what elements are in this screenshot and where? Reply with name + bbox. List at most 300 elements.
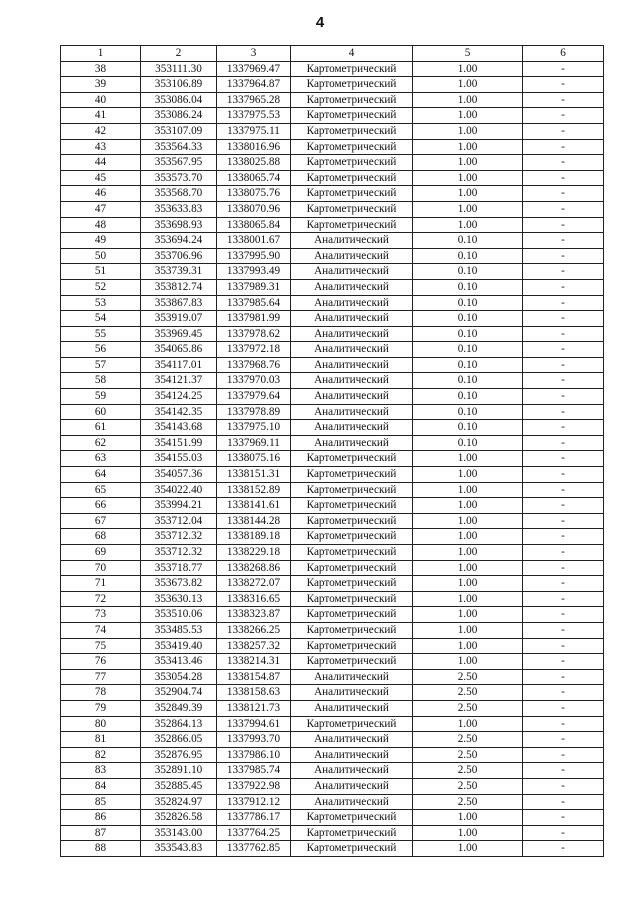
cell-x: 352864.13 xyxy=(141,716,217,732)
cell-point-number: 65 xyxy=(61,482,141,498)
cell-x: 353111.30 xyxy=(141,61,217,77)
cell-point-number: 44 xyxy=(61,155,141,171)
cell-method: Картометрический xyxy=(291,108,413,124)
cell-accuracy: 1.00 xyxy=(413,217,523,233)
cell-x: 353712.04 xyxy=(141,513,217,529)
cell-y: 1338152.89 xyxy=(217,482,291,498)
cell-accuracy: 1.00 xyxy=(413,716,523,732)
cell-point-number: 68 xyxy=(61,529,141,545)
cell-method: Аналитический xyxy=(291,389,413,405)
cell-method: Картометрический xyxy=(291,638,413,654)
cell-description: - xyxy=(523,92,604,108)
cell-method: Аналитический xyxy=(291,264,413,280)
table-row xyxy=(61,607,604,623)
table-row xyxy=(61,841,604,857)
cell-accuracy: 1.00 xyxy=(413,622,523,638)
cell-description: - xyxy=(523,576,604,592)
cell-y: 1337964.87 xyxy=(217,77,291,93)
cell-y: 1338065.84 xyxy=(217,217,291,233)
cell-x: 354124.25 xyxy=(141,389,217,405)
cell-x: 354065.86 xyxy=(141,342,217,358)
cell-x: 353694.24 xyxy=(141,233,217,249)
cell-method: Картометрический xyxy=(291,92,413,108)
table-row xyxy=(61,482,604,498)
table-row xyxy=(61,342,604,358)
cell-y: 1337786.17 xyxy=(217,810,291,826)
table-row xyxy=(61,61,604,77)
cell-description: - xyxy=(523,763,604,779)
table-row xyxy=(61,778,604,794)
cell-method: Картометрический xyxy=(291,61,413,77)
cell-point-number: 76 xyxy=(61,654,141,670)
cell-y: 1338266.25 xyxy=(217,622,291,638)
cell-point-number: 52 xyxy=(61,279,141,295)
cell-method: Картометрический xyxy=(291,186,413,202)
cell-method: Картометрический xyxy=(291,654,413,670)
cell-description: - xyxy=(523,326,604,342)
cell-point-number: 75 xyxy=(61,638,141,654)
coordinates-table xyxy=(60,45,604,857)
cell-y: 1337922.98 xyxy=(217,778,291,794)
cell-point-number: 71 xyxy=(61,576,141,592)
cell-accuracy: 1.00 xyxy=(413,451,523,467)
cell-y: 1337986.10 xyxy=(217,747,291,763)
cell-description: - xyxy=(523,155,604,171)
cell-accuracy: 1.00 xyxy=(413,591,523,607)
cell-accuracy: 1.00 xyxy=(413,123,523,139)
cell-accuracy: 1.00 xyxy=(413,186,523,202)
cell-accuracy: 1.00 xyxy=(413,482,523,498)
cell-y: 1338075.16 xyxy=(217,451,291,467)
cell-y: 1338154.87 xyxy=(217,669,291,685)
cell-method: Картометрический xyxy=(291,482,413,498)
table-row xyxy=(61,201,604,217)
cell-accuracy: 0.10 xyxy=(413,357,523,373)
cell-description: - xyxy=(523,217,604,233)
cell-y: 1337981.99 xyxy=(217,311,291,327)
cell-y: 1338070.96 xyxy=(217,201,291,217)
table-row xyxy=(61,404,604,420)
cell-y: 1338272.07 xyxy=(217,576,291,592)
table-row xyxy=(61,529,604,545)
cell-point-number: 79 xyxy=(61,700,141,716)
cell-x: 353568.70 xyxy=(141,186,217,202)
cell-point-number: 53 xyxy=(61,295,141,311)
cell-x: 352891.10 xyxy=(141,763,217,779)
table-row xyxy=(61,716,604,732)
cell-method: Картометрический xyxy=(291,716,413,732)
cell-description: - xyxy=(523,810,604,826)
cell-accuracy: 0.10 xyxy=(413,248,523,264)
cell-x: 353919.07 xyxy=(141,311,217,327)
header-cell-x: 2 xyxy=(141,46,217,62)
table-row xyxy=(61,451,604,467)
cell-description: - xyxy=(523,451,604,467)
table-row xyxy=(61,763,604,779)
cell-y: 1338257.32 xyxy=(217,638,291,654)
cell-x: 352876.95 xyxy=(141,747,217,763)
table-row xyxy=(61,248,604,264)
cell-point-number: 39 xyxy=(61,77,141,93)
cell-description: - xyxy=(523,435,604,451)
cell-point-number: 78 xyxy=(61,685,141,701)
cell-description: - xyxy=(523,467,604,483)
cell-y: 1337912.12 xyxy=(217,794,291,810)
cell-accuracy: 0.10 xyxy=(413,389,523,405)
cell-point-number: 43 xyxy=(61,139,141,155)
table-row xyxy=(61,92,604,108)
cell-point-number: 48 xyxy=(61,217,141,233)
cell-y: 1338189.18 xyxy=(217,529,291,545)
cell-y: 1338121.73 xyxy=(217,700,291,716)
header-cell-description: 6 xyxy=(523,46,604,62)
cell-accuracy: 1.00 xyxy=(413,529,523,545)
cell-y: 1337975.11 xyxy=(217,123,291,139)
cell-accuracy: 2.50 xyxy=(413,778,523,794)
cell-method: Аналитический xyxy=(291,311,413,327)
table-row xyxy=(61,732,604,748)
cell-x: 353739.31 xyxy=(141,264,217,280)
cell-description: - xyxy=(523,638,604,654)
cell-point-number: 58 xyxy=(61,373,141,389)
cell-x: 353143.00 xyxy=(141,825,217,841)
cell-x: 353706.96 xyxy=(141,248,217,264)
cell-method: Картометрический xyxy=(291,545,413,561)
cell-method: Картометрический xyxy=(291,467,413,483)
cell-description: - xyxy=(523,389,604,405)
cell-description: - xyxy=(523,170,604,186)
cell-method: Картометрический xyxy=(291,825,413,841)
cell-accuracy: 1.00 xyxy=(413,513,523,529)
cell-y: 1338158.63 xyxy=(217,685,291,701)
cell-point-number: 85 xyxy=(61,794,141,810)
cell-description: - xyxy=(523,295,604,311)
cell-point-number: 42 xyxy=(61,123,141,139)
cell-x: 352826.58 xyxy=(141,810,217,826)
cell-x: 353633.83 xyxy=(141,201,217,217)
cell-accuracy: 1.00 xyxy=(413,545,523,561)
cell-accuracy: 2.50 xyxy=(413,732,523,748)
cell-x: 353106.89 xyxy=(141,77,217,93)
cell-accuracy: 2.50 xyxy=(413,794,523,810)
cell-x: 353718.77 xyxy=(141,560,217,576)
table-row xyxy=(61,794,604,810)
cell-accuracy: 0.10 xyxy=(413,311,523,327)
cell-accuracy: 2.50 xyxy=(413,669,523,685)
table-row xyxy=(61,545,604,561)
cell-description: - xyxy=(523,482,604,498)
cell-method: Аналитический xyxy=(291,420,413,436)
cell-x: 352824.97 xyxy=(141,794,217,810)
cell-description: - xyxy=(523,732,604,748)
cell-y: 1337968.76 xyxy=(217,357,291,373)
cell-x: 354121.37 xyxy=(141,373,217,389)
cell-y: 1338141.61 xyxy=(217,498,291,514)
table-row xyxy=(61,825,604,841)
cell-accuracy: 1.00 xyxy=(413,467,523,483)
cell-y: 1337762.85 xyxy=(217,841,291,857)
cell-description: - xyxy=(523,841,604,857)
cell-method: Аналитический xyxy=(291,669,413,685)
cell-y: 1337965.28 xyxy=(217,92,291,108)
table-row xyxy=(61,155,604,171)
cell-method: Аналитический xyxy=(291,763,413,779)
cell-point-number: 45 xyxy=(61,170,141,186)
table-body xyxy=(61,61,604,856)
cell-y: 1337995.90 xyxy=(217,248,291,264)
table-row xyxy=(61,810,604,826)
cell-x: 353054.28 xyxy=(141,669,217,685)
cell-x: 354142.35 xyxy=(141,404,217,420)
cell-point-number: 84 xyxy=(61,778,141,794)
table-row xyxy=(61,420,604,436)
cell-method: Аналитический xyxy=(291,685,413,701)
cell-description: - xyxy=(523,77,604,93)
cell-description: - xyxy=(523,201,604,217)
cell-point-number: 63 xyxy=(61,451,141,467)
cell-x: 353573.70 xyxy=(141,170,217,186)
cell-point-number: 55 xyxy=(61,326,141,342)
cell-description: - xyxy=(523,529,604,545)
cell-description: - xyxy=(523,825,604,841)
cell-point-number: 56 xyxy=(61,342,141,358)
cell-point-number: 64 xyxy=(61,467,141,483)
cell-y: 1337764.25 xyxy=(217,825,291,841)
cell-x: 353994.21 xyxy=(141,498,217,514)
cell-y: 1337979.64 xyxy=(217,389,291,405)
cell-description: - xyxy=(523,279,604,295)
cell-description: - xyxy=(523,794,604,810)
table-row xyxy=(61,77,604,93)
table-row xyxy=(61,591,604,607)
cell-y: 1338316.65 xyxy=(217,591,291,607)
cell-accuracy: 0.10 xyxy=(413,435,523,451)
cell-description: - xyxy=(523,373,604,389)
cell-y: 1337975.10 xyxy=(217,420,291,436)
cell-point-number: 38 xyxy=(61,61,141,77)
cell-description: - xyxy=(523,778,604,794)
cell-y: 1337985.74 xyxy=(217,763,291,779)
cell-accuracy: 0.10 xyxy=(413,295,523,311)
cell-description: - xyxy=(523,420,604,436)
cell-method: Картометрический xyxy=(291,498,413,514)
cell-y: 1337978.89 xyxy=(217,404,291,420)
page-number: 4 xyxy=(315,14,325,31)
cell-x: 353413.46 xyxy=(141,654,217,670)
cell-x: 353564.33 xyxy=(141,139,217,155)
cell-accuracy: 1.00 xyxy=(413,576,523,592)
cell-point-number: 82 xyxy=(61,747,141,763)
cell-description: - xyxy=(523,513,604,529)
cell-method: Картометрический xyxy=(291,139,413,155)
cell-x: 353086.04 xyxy=(141,92,217,108)
table-row xyxy=(61,654,604,670)
cell-accuracy: 1.00 xyxy=(413,810,523,826)
cell-method: Аналитический xyxy=(291,342,413,358)
cell-description: - xyxy=(523,61,604,77)
cell-method: Картометрический xyxy=(291,123,413,139)
table-row xyxy=(61,389,604,405)
cell-x: 354151.99 xyxy=(141,435,217,451)
table-row xyxy=(61,669,604,685)
cell-y: 1338229.18 xyxy=(217,545,291,561)
cell-accuracy: 0.10 xyxy=(413,326,523,342)
cell-description: - xyxy=(523,108,604,124)
cell-y: 1337994.61 xyxy=(217,716,291,732)
cell-y: 1338151.31 xyxy=(217,467,291,483)
cell-x: 354155.03 xyxy=(141,451,217,467)
cell-point-number: 62 xyxy=(61,435,141,451)
cell-method: Аналитический xyxy=(291,326,413,342)
table-row xyxy=(61,435,604,451)
table-row xyxy=(61,311,604,327)
cell-accuracy: 0.10 xyxy=(413,420,523,436)
cell-x: 353812.74 xyxy=(141,279,217,295)
cell-x: 353673.82 xyxy=(141,576,217,592)
cell-y: 1337993.70 xyxy=(217,732,291,748)
header-row xyxy=(61,46,604,62)
cell-y: 1337972.18 xyxy=(217,342,291,358)
cell-x: 353567.95 xyxy=(141,155,217,171)
cell-y: 1337975.53 xyxy=(217,108,291,124)
cell-x: 354022.40 xyxy=(141,482,217,498)
cell-point-number: 67 xyxy=(61,513,141,529)
cell-accuracy: 1.00 xyxy=(413,61,523,77)
cell-accuracy: 0.10 xyxy=(413,264,523,280)
cell-method: Картометрический xyxy=(291,529,413,545)
cell-point-number: 83 xyxy=(61,763,141,779)
cell-method: Картометрический xyxy=(291,201,413,217)
cell-method: Картометрический xyxy=(291,513,413,529)
cell-accuracy: 1.00 xyxy=(413,841,523,857)
cell-accuracy: 0.10 xyxy=(413,342,523,358)
cell-y: 1338065.74 xyxy=(217,170,291,186)
cell-y: 1337969.11 xyxy=(217,435,291,451)
cell-method: Аналитический xyxy=(291,404,413,420)
cell-description: - xyxy=(523,560,604,576)
cell-description: - xyxy=(523,264,604,280)
cell-y: 1337993.49 xyxy=(217,264,291,280)
cell-method: Картометрический xyxy=(291,170,413,186)
table-row xyxy=(61,373,604,389)
cell-accuracy: 0.10 xyxy=(413,373,523,389)
cell-y: 1337969.47 xyxy=(217,61,291,77)
cell-description: - xyxy=(523,622,604,638)
cell-method: Аналитический xyxy=(291,279,413,295)
cell-y: 1337985.64 xyxy=(217,295,291,311)
cell-method: Аналитический xyxy=(291,747,413,763)
cell-y: 1338025.88 xyxy=(217,155,291,171)
cell-x: 353712.32 xyxy=(141,529,217,545)
cell-method: Картометрический xyxy=(291,560,413,576)
cell-method: Картометрический xyxy=(291,591,413,607)
cell-x: 353969.45 xyxy=(141,326,217,342)
table-row xyxy=(61,467,604,483)
cell-x: 353485.53 xyxy=(141,622,217,638)
cell-accuracy: 1.00 xyxy=(413,607,523,623)
cell-x: 354117.01 xyxy=(141,357,217,373)
header-cell-y: 3 xyxy=(217,46,291,62)
cell-x: 352904.74 xyxy=(141,685,217,701)
cell-description: - xyxy=(523,685,604,701)
table-row xyxy=(61,264,604,280)
cell-y: 1337970.03 xyxy=(217,373,291,389)
cell-x: 353510.06 xyxy=(141,607,217,623)
cell-x: 352849.39 xyxy=(141,700,217,716)
cell-method: Аналитический xyxy=(291,373,413,389)
cell-point-number: 86 xyxy=(61,810,141,826)
cell-x: 353086.24 xyxy=(141,108,217,124)
cell-description: - xyxy=(523,716,604,732)
cell-y: 1338268.86 xyxy=(217,560,291,576)
table-row xyxy=(61,233,604,249)
cell-point-number: 88 xyxy=(61,841,141,857)
table-row xyxy=(61,217,604,233)
table-row xyxy=(61,622,604,638)
cell-accuracy: 1.00 xyxy=(413,201,523,217)
cell-description: - xyxy=(523,545,604,561)
cell-description: - xyxy=(523,591,604,607)
cell-description: - xyxy=(523,700,604,716)
cell-accuracy: 1.00 xyxy=(413,654,523,670)
table-row xyxy=(61,295,604,311)
cell-point-number: 46 xyxy=(61,186,141,202)
cell-y: 1338016.96 xyxy=(217,139,291,155)
cell-description: - xyxy=(523,498,604,514)
table-row xyxy=(61,279,604,295)
cell-x: 354143.68 xyxy=(141,420,217,436)
table-row xyxy=(61,747,604,763)
cell-point-number: 81 xyxy=(61,732,141,748)
cell-x: 352866.05 xyxy=(141,732,217,748)
cell-x: 354057.36 xyxy=(141,467,217,483)
cell-accuracy: 1.00 xyxy=(413,498,523,514)
cell-description: - xyxy=(523,139,604,155)
cell-method: Картометрический xyxy=(291,155,413,171)
header-cell-accuracy: 5 xyxy=(413,46,523,62)
cell-point-number: 41 xyxy=(61,108,141,124)
cell-method: Картометрический xyxy=(291,607,413,623)
cell-point-number: 87 xyxy=(61,825,141,841)
cell-x: 353419.40 xyxy=(141,638,217,654)
cell-method: Картометрический xyxy=(291,451,413,467)
table-row xyxy=(61,560,604,576)
cell-accuracy: 1.00 xyxy=(413,155,523,171)
cell-accuracy: 2.50 xyxy=(413,747,523,763)
cell-accuracy: 1.00 xyxy=(413,108,523,124)
table-row xyxy=(61,513,604,529)
cell-point-number: 47 xyxy=(61,201,141,217)
cell-method: Картометрический xyxy=(291,841,413,857)
cell-method: Аналитический xyxy=(291,435,413,451)
cell-point-number: 54 xyxy=(61,311,141,327)
cell-x: 352885.45 xyxy=(141,778,217,794)
cell-method: Картометрический xyxy=(291,217,413,233)
cell-method: Аналитический xyxy=(291,233,413,249)
cell-y: 1338323.87 xyxy=(217,607,291,623)
cell-method: Картометрический xyxy=(291,576,413,592)
table-row xyxy=(61,685,604,701)
cell-point-number: 57 xyxy=(61,357,141,373)
cell-description: - xyxy=(523,747,604,763)
cell-point-number: 74 xyxy=(61,622,141,638)
cell-point-number: 73 xyxy=(61,607,141,623)
table-row xyxy=(61,498,604,514)
cell-description: - xyxy=(523,607,604,623)
cell-method: Картометрический xyxy=(291,77,413,93)
cell-point-number: 70 xyxy=(61,560,141,576)
cell-description: - xyxy=(523,248,604,264)
